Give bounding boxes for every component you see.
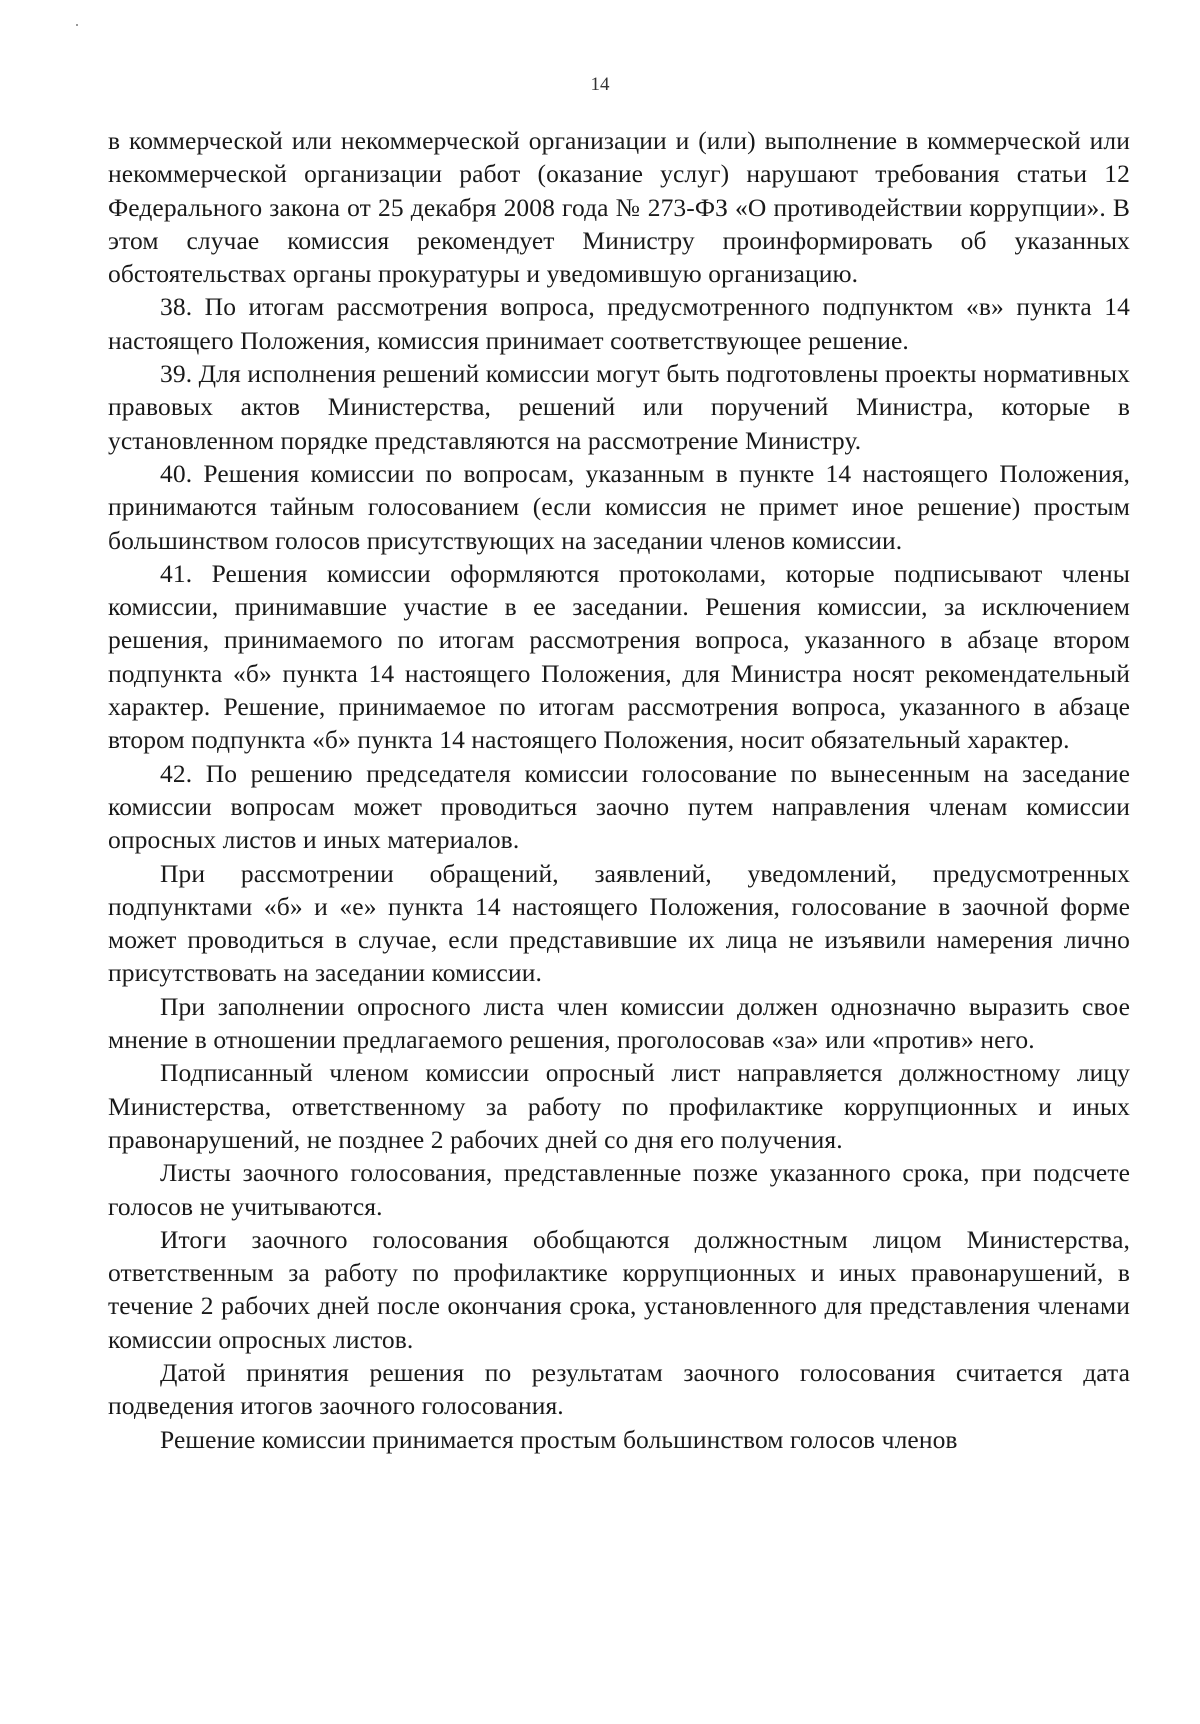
- paragraph-42-majority-vote: Решение комиссии принимается простым большинством голосов членов: [160, 1424, 958, 1454]
- page-number: 14: [590, 74, 610, 95]
- paragraph-42-questionnaire-submission: Подписанный членом комиссии опросный лист направляется должностному лицу Министерства, ответственному за работу по профилактике коррупционных и иных правонарушений, не позднее 2 рабочих дней со дня его получения.: [108, 1058, 1130, 1154]
- scan-artifact: [76, 24, 78, 26]
- paragraph-39: 39. Для исполнения решений комиссии могут быть подготовлены проекты нормативных правовых актов Министерства, решений или поручений Министра, которые в установленном порядке представляются на рассмотрение Министру.: [108, 359, 1130, 455]
- paragraph-40: 40. Решения комиссии по вопросам, указанным в пункте 14 настоящего Положения, принимаются тайным голосованием (если комиссия не примет иное решение) простым большинством голосов присутствующих на заседании членов комиссии.: [108, 458, 1130, 555]
- paragraph-continuation: в коммерческой или некоммерческой организации и (или) выполнение в коммерческой или некоммерческой организации работ (оказание услуг) нарушают требования статьи 12 Федерального закона от 25 декабря 2008 года № 273-ФЗ «О противодействии коррупции». В этом случае комиссия рекомендует Министру проинформировать об указанных обстоятельствах органы прокуратуры и уведомившую организацию.: [108, 126, 1130, 289]
- paragraph-38: 38. По итогам рассмотрения вопроса, предусмотренного подпунктом «в» пункта 14 настоящего Положения, комиссия принимает соответствующее решение.: [108, 292, 1130, 355]
- paragraph-42-results-summary: Итоги заочного голосования обобщаются должностным лицом Министерства, ответственным за работу по профилактике коррупционных и иных правонарушений, в течение 2 рабочих дней после окончания срока, установленного для представления членами комиссии опросных листов.: [108, 1224, 1130, 1354]
- paragraph-41: 41. Решения комиссии оформляются протоколами, которые подписывают члены комиссии, принимавшие участие в ее заседании. Решения комиссии, за исключением решения, принимаемого по итогам рассмотрения вопроса, указанного в абзаце втором подпункта «б» пункта 14 настоящего Положения, для Министра носят рекомендательный характер. Решение, принимаемое по итогам рассмотрения вопроса, указанного в абзаце втором подпункта «б» пункта 14 настоящего Положения, носит обязательный характер.: [108, 558, 1130, 755]
- document-body: [108, 124, 1130, 1456]
- paragraph-42-absentee-conditions: При рассмотрении обращений, заявлений, уведомлений, предусмотренных подпунктами «б» и «е» пункта 14 настоящего Положения, голосование в заочной форме может проводиться в случае, если представившие их лица не изъявили намерения лично присутствовать на заседании комиссии.: [108, 858, 1130, 988]
- paragraph-42-late-sheets: Листы заочного голосования, представленные позже указанного срока, при подсчете голосов не учитываются.: [108, 1158, 1130, 1221]
- paragraph-42-decision-date: Датой принятия решения по результатам заочного голосования считается дата подведения итогов заочного голосования.: [108, 1357, 1130, 1421]
- paragraph-42: 42. По решению председателя комиссии голосование по вынесенным на заседание комиссии вопросам может проводиться заочно путем направления членам комиссии опросных листов и иных материалов.: [108, 758, 1130, 855]
- paragraph-42-questionnaire-filling: При заполнении опросного листа член комиссии должен однозначно выразить свое мнение в отношении предлагаемого решения, проголосовав «за» или «против» него.: [108, 991, 1130, 1055]
